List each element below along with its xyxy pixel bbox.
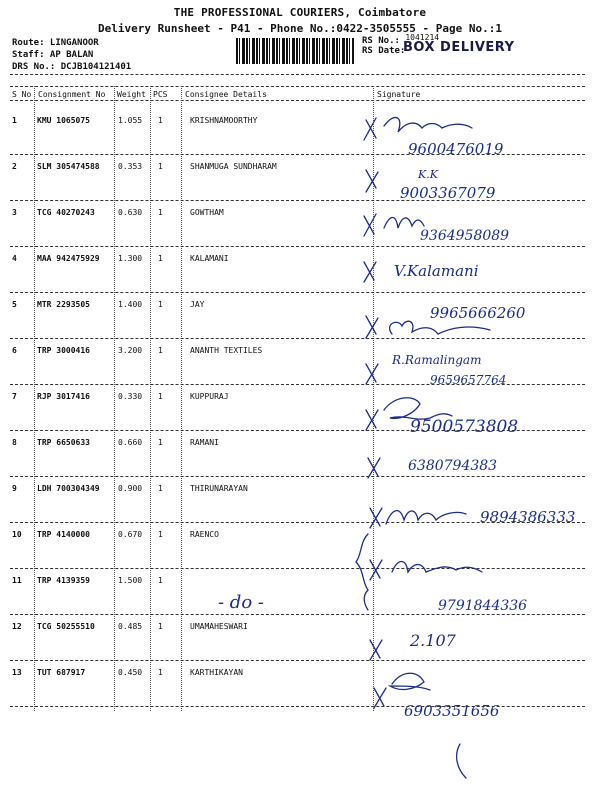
consignee-cell: GOWTHAM (190, 208, 224, 217)
consignment-cell: TCG 40270243 (37, 208, 95, 217)
barcode (236, 38, 354, 64)
handwriting-12: - do - (218, 592, 264, 613)
pcs-cell: 1 (158, 392, 163, 401)
row-divider (10, 706, 585, 707)
row-divider (10, 200, 585, 201)
handwriting-11: 9894386333 (480, 508, 576, 526)
pcs-cell: 1 (158, 530, 163, 539)
row-divider (10, 430, 585, 431)
handwriting-7: R.Ramalingam (392, 353, 482, 367)
tick-mark (366, 316, 378, 338)
sno-cell: 12 (12, 622, 22, 631)
column-rule (150, 86, 151, 711)
handwriting-6: 9965666260 (430, 304, 526, 322)
tick-mark (368, 458, 380, 478)
drs-label: DRS No.: DCJB104121401 (12, 62, 132, 72)
consignment-cell: SLM 305474588 (37, 162, 100, 171)
sno-cell: 8 (12, 438, 17, 447)
divider (10, 74, 585, 75)
tick-mark (364, 214, 376, 236)
consignment-cell: KMU 1065075 (37, 116, 90, 125)
handwriting-3: 9003367079 (400, 184, 496, 202)
consignee-cell: RAENCO (190, 530, 219, 539)
handwriting-15: 6903351656 (404, 702, 500, 720)
sno-cell: 3 (12, 208, 17, 217)
pcs-cell: 1 (158, 576, 163, 585)
tick-mark (370, 560, 382, 580)
row-divider (10, 614, 585, 615)
sno-cell: 4 (12, 254, 17, 263)
row-divider (10, 338, 585, 339)
tick-mark (366, 410, 378, 430)
rs-no-label: RS No.: (362, 36, 400, 46)
pcs-cell: 1 (158, 116, 163, 125)
page-title: THE PROFESSIONAL COURIERS, Coimbatore (173, 6, 427, 19)
rs-date-label: RS Date: (362, 46, 406, 56)
sno-cell: 10 (12, 530, 22, 539)
consignment-cell: LDH 700304349 (37, 484, 100, 493)
consignment-cell: TRP 4140000 (37, 530, 90, 539)
route-label: Route: LINGANOOR (12, 38, 99, 48)
pcs-cell: 1 (158, 162, 163, 171)
brace (356, 534, 368, 610)
consignee-cell: KARTHIKAYAN (190, 668, 243, 677)
consignee-cell: SHANMUGA SUNDHARAM (190, 162, 277, 171)
consignment-cell: RJP 3017416 (37, 392, 90, 401)
runsheet-subtitle: Delivery Runsheet - P41 - Phone No.:0422-3505555 - Page No.:1 (98, 22, 502, 35)
column-rule (34, 86, 35, 711)
weight-cell: 1.055 (118, 116, 143, 125)
pcs-cell: 1 (158, 438, 163, 447)
signature-13 (390, 673, 430, 690)
consignment-cell: TCG 50255510 (37, 622, 95, 631)
consignment-cell: MAA 942475929 (37, 254, 100, 263)
weight-cell: 0.660 (118, 438, 143, 447)
box-delivery-stamp: BOX DELIVERY (403, 40, 515, 55)
row-divider (10, 660, 585, 661)
sno-cell: 13 (12, 668, 22, 677)
consignee-cell: THIRUNARAYAN (190, 484, 248, 493)
consignment-cell: TRP 6650633 (37, 438, 90, 447)
tick-mark (366, 364, 378, 384)
divider (10, 86, 585, 87)
handwriting-1: 9600476019 (408, 140, 504, 158)
consignee-cell: KUPPURAJ (190, 392, 229, 401)
row-divider (10, 476, 585, 477)
weight-cell: 1.500 (118, 576, 143, 585)
col-weight: Weight (117, 90, 146, 99)
handwriting-8: 9659657764 (430, 373, 507, 387)
tick-mark (364, 118, 376, 140)
sno-cell: 9 (12, 484, 17, 493)
consignee-cell: KALAMANI (190, 254, 229, 263)
consignment-cell: MTR 2293505 (37, 300, 90, 309)
weight-cell: 0.353 (118, 162, 143, 171)
weight-cell: 1.400 (118, 300, 143, 309)
sno-cell: 6 (12, 346, 17, 355)
handwriting-13: 9791844336 (438, 598, 528, 614)
row-divider (10, 154, 585, 155)
handwriting-4: 9364958089 (420, 228, 510, 244)
staff-label: Staff: AP BALAN (12, 50, 94, 60)
handwriting-10: 6380794383 (408, 458, 498, 474)
sno-cell: 1 (12, 116, 17, 125)
pcs-cell: 1 (158, 208, 163, 217)
col-signature: Signature (377, 90, 421, 99)
handwriting-5: V.Kalamani (394, 262, 479, 280)
col-consignee: Consignee Details (185, 90, 267, 99)
column-rule (181, 86, 182, 711)
weight-cell: 1.300 (118, 254, 143, 263)
pcs-cell: 1 (158, 254, 163, 263)
column-rule (373, 86, 374, 711)
row-divider (10, 568, 585, 569)
pcs-cell: 1 (158, 622, 163, 631)
pcs-cell: 1 (158, 668, 163, 677)
sno-cell: 5 (12, 300, 17, 309)
consignee-cell: JAY (190, 300, 205, 309)
row-divider (10, 384, 585, 385)
tick-mark (370, 640, 382, 660)
weight-cell: 3.200 (118, 346, 143, 355)
stray-stroke (457, 744, 466, 778)
rs-no-value: 1041214 (405, 33, 440, 42)
weight-cell: 0.630 (118, 208, 143, 217)
tick-mark (374, 688, 386, 708)
col-consignment: Consignment No (38, 90, 106, 99)
pcs-cell: 1 (158, 300, 163, 309)
col-sno: S No (12, 90, 32, 99)
consignee-cell: RAMANI (190, 438, 219, 447)
handwriting-14: 2.107 (410, 631, 456, 650)
pcs-cell: 1 (158, 484, 163, 493)
signature-10 (392, 562, 482, 573)
signature-1 (384, 117, 472, 132)
handwriting-9: 9500573808 (410, 417, 519, 437)
row-divider (10, 246, 585, 247)
weight-cell: 0.900 (118, 484, 143, 493)
row-divider (10, 292, 585, 293)
weight-cell: 0.330 (118, 392, 143, 401)
signature-3 (384, 218, 424, 229)
tick-mark (364, 262, 376, 282)
signature-5 (390, 321, 490, 334)
consignment-cell: TUT 687917 (37, 668, 86, 677)
sno-cell: 7 (12, 392, 17, 401)
sno-cell: 11 (12, 576, 22, 585)
weight-cell: 0.670 (118, 530, 143, 539)
consignee-cell: KRISHNAMOORTHY (190, 116, 258, 125)
weight-cell: 0.450 (118, 668, 143, 677)
col-pcs: PCS (153, 90, 168, 99)
consignment-cell: TRP 4139359 (37, 576, 90, 585)
consignment-cell: TRP 3000416 (37, 346, 90, 355)
tick-mark (370, 508, 382, 528)
consignee-cell: ANANTH TEXTILES (190, 346, 263, 355)
column-rule (114, 86, 115, 711)
divider (10, 100, 585, 101)
signature-7 (384, 398, 452, 419)
consignee-cell: UMAMAHESWARI (190, 622, 248, 631)
row-divider (10, 522, 585, 523)
pcs-cell: 1 (158, 346, 163, 355)
sno-cell: 2 (12, 162, 17, 171)
tick-mark (366, 170, 378, 192)
handwriting-2: K.K (418, 168, 438, 181)
weight-cell: 0.485 (118, 622, 143, 631)
